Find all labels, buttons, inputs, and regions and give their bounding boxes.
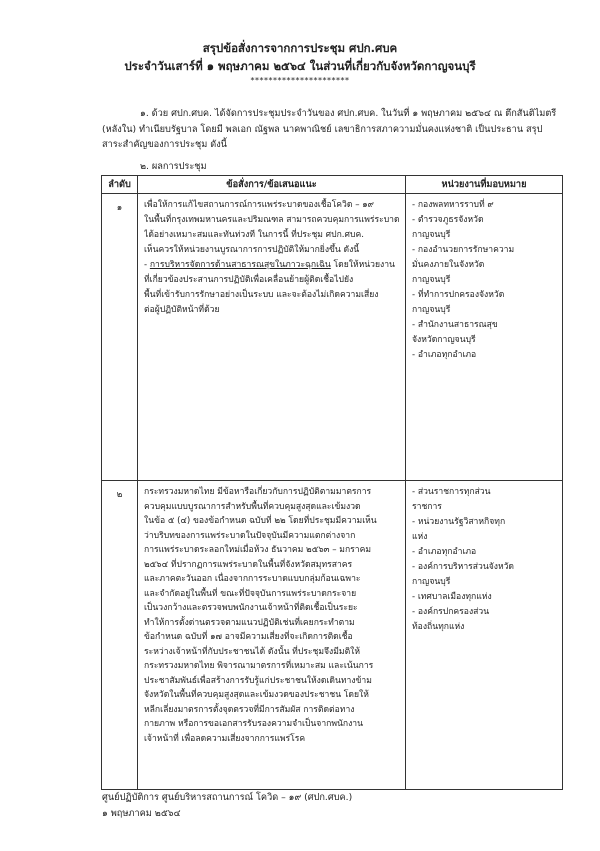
order-text xyxy=(138,194,406,481)
order-line: กระทรวงมหาดไทย มีข้อหารือเกี่ยวกับการปฏิบัติตามมาตรการ xyxy=(144,487,372,497)
title-separator: ********************** xyxy=(250,76,350,85)
agency-line: จังหวัดกาญจนบุรี xyxy=(412,335,476,345)
order-line: ประชาสัมพันธ์เพื่อสร้างการรับรู้แก่ประชาชนให้งดเดินทางข้าม xyxy=(144,675,372,686)
order-line: เป็นวงกว้างและตรวจพบพนักงานเจ้าหน้าที่ติดเชื้อเป็นระยะ xyxy=(144,603,358,613)
order-line: กายภาพ หรือการขอเอกสารรับรองความจำเป็นจากพนักงาน xyxy=(144,719,364,729)
row-number: ๒ xyxy=(102,481,138,790)
order-line: จังหวัดในพื้นที่ควบคุมสูงสุดและเข้มงวดของประชาชน โดยให้ xyxy=(144,690,369,700)
order-line: หลีกเลี่ยงมาตรการตั้งจุดตรวจที่มีการสัมผัส การติดต่อทาง xyxy=(144,704,355,715)
header-number: ลำดับ xyxy=(102,176,138,194)
order-line: เพื่อให้การแก้ไขสถานการณ์การแพร่ระบาดของเชื้อโควิด – ๑๙ xyxy=(144,200,374,210)
agency-list xyxy=(406,194,563,481)
agency-line: กาญจนบุรี xyxy=(412,305,451,315)
order-line: ๒๕๖๔ ที่ปรากฏการแพร่ระบาดในพื้นที่จังหวัดสมุทรสาคร xyxy=(144,559,353,570)
orders-table xyxy=(101,175,563,790)
agency-line: - อำเภอทุกอำเภอ xyxy=(412,547,477,557)
table-header-row xyxy=(102,176,563,194)
order-line: ควบคุมแบบบูรณาการสำหรับพื้นที่ควบคุมสูงสุดและเข้มงวด xyxy=(144,501,361,512)
agency-line: กาญจนบุรี xyxy=(412,230,451,240)
agency-line: แห่ง xyxy=(412,532,428,542)
order-line: ข้อกำหนด ฉบับที่ ๑๗ อาจมีความเสี่ยงที่จะเกิดการติดเชื้อ xyxy=(144,632,353,642)
footer-date: ๑ พฤษภาคม ๒๕๖๔ xyxy=(102,808,181,819)
order-line: ระหว่างเจ้าหน้าที่กับประชาชนได้ ดังนั้น ที่ประชุมจึงมีมติให้ xyxy=(144,646,361,657)
agency-list xyxy=(406,481,563,790)
header-agency: หน่วยงานที่มอบหมาย xyxy=(406,176,563,194)
order-line: ได้อย่างเหมาะสมและทันท่วงที ในการนี้ ที่ประชุม ศปก.ศบค. xyxy=(144,230,364,240)
header-order: ข้อสั่งการ/ข้อเสนอแนะ xyxy=(138,176,406,194)
order-line: และจำกัดอยู่ในพื้นที่ ขณะที่ปัจจุบันการแพร่ระบาดกระจาย xyxy=(144,588,357,599)
agency-line: - ตำรวจภูธรจังหวัด xyxy=(412,215,484,225)
agency-line: - กองอำนวยการรักษาความ xyxy=(412,245,515,255)
results-heading: ๒. ผลการประชุม xyxy=(140,161,207,172)
agency-line: - องค์กรปกครองส่วน xyxy=(412,607,490,617)
agency-line: - สำนักงานสาธารณสุข xyxy=(412,320,498,330)
order-line: ในข้อ ๕ (๔) ของข้อกำหนด ฉบับที่ ๒๒ โดยที่ประชุมมีความเห็น xyxy=(144,516,377,526)
order-line: ที่เกี่ยวข้องประสานการปฏิบัติเพื่อเคลื่อนย้ายผู้ติดเชื้อไปยัง xyxy=(144,275,354,285)
table-row xyxy=(102,194,563,481)
agency-line: - เทศบาลเมืองทุกแห่ง xyxy=(412,592,492,602)
order-line: ต่อผู้ปฏิบัติหน้าที่ด้วย xyxy=(144,305,220,315)
order-line: กระทรวงมหาดไทย พิจารณามาตรการที่เหมาะสม และเน้นการ xyxy=(144,661,374,671)
order-line: และภาคตะวันออก เนื่องจากการระบาดแบบกลุ่มก้อนเฉพาะ xyxy=(144,574,361,584)
agency-line: - หน่วยงานรัฐวิสาหกิจทุก xyxy=(412,517,506,527)
agency-line: - ส่วนราชการทุกส่วน xyxy=(412,487,491,497)
order-line: พื้นที่เข้ารับการรักษาอย่างเป็นระบบ และจะต้องไม่เกิดความเสี่ยง xyxy=(144,290,379,300)
agency-line: กาญจนบุรี xyxy=(412,275,451,285)
order-line: เจ้าหน้าที่ เพื่อลดความเสี่ยงจากการแพร่โรค xyxy=(144,733,306,744)
agency-line: - อำเภอทุกอำเภอ xyxy=(412,350,477,360)
order-line: ทำให้การตั้งด่านตรวจตามแนวปฏิบัติเช่นที่เคยกระทำตาม xyxy=(144,617,355,628)
row-number: ๑ xyxy=(102,194,138,481)
document-title: สรุปข้อสั่งการจากการประชุม ศปก.ศบค xyxy=(202,41,398,55)
footer-issuer: ศูนย์ปฏิบัติการ ศูนย์บริหารสถานการณ์ โควิด – ๑๙ (ศปก.ศบค.) xyxy=(102,792,353,803)
order-line: การแพร่ระบาดระลอกใหม่เมื่อห้วง ธันวาคม ๒๕๖๓ – มกราคม xyxy=(144,545,372,555)
intro-paragraph-text: ๑. ด้วย ศปก.ศบค. ได้จัดการประชุมประจำวันของ ศปก.ศบค. ในวันที่ ๑ พฤษภาคม ๒๕๖๔ ณ ตึกสันติไมตรี (หลังใน) ทำเนียบรัฐบาล โดยมี พลเอก ณัฐพล นาคพาณิชย์ เลขาธิการสภาความมั่นคงแห่งชาติ เป็นประธาน สรุปสาระสำคัญของการประชุม ดังนี้ xyxy=(102,108,557,150)
agency-line: ท้องถิ่นทุกแห่ง xyxy=(412,622,465,632)
table-row xyxy=(102,481,563,790)
document-subtitle: ประจำวันเสาร์ที่ ๑ พฤษภาคม ๒๕๖๔ ในส่วนที่เกี่ยวกับจังหวัดกาญจนบุรี xyxy=(124,59,476,73)
agency-line: กาญจนบุรี xyxy=(412,577,451,587)
order-line: เห็นควรให้หน่วยงานบูรณาการการปฏิบัติให้มากยิ่งขึ้น ดังนี้ xyxy=(144,245,360,255)
order-line: ว่าบริบทของการแพร่ระบาดในปัจจุบันมีความแตกต่างจาก xyxy=(144,530,356,541)
agency-line: - ที่ทำการปกครองจังหวัด xyxy=(412,290,505,300)
intro-paragraph xyxy=(102,106,562,153)
order-text xyxy=(138,481,406,790)
agency-line: มั่นคงภายในจังหวัด xyxy=(412,260,485,270)
underlined-phrase: การบริหารจัดการด้านสาธารณสุขในภาวะฉุกเฉิน xyxy=(149,260,331,270)
agency-line: - กองพลทหารราบที่ ๙ xyxy=(412,200,494,210)
agency-line: ราชการ xyxy=(412,502,442,512)
order-line-underlined: - การบริหารจัดการด้านสาธารณสุขในภาวะฉุกเฉิน โดยให้หน่วยงาน xyxy=(144,260,395,270)
order-line: ในพื้นที่กรุงเทพมหานครและปริมณฑล สามารถควบคุมการแพร่ระบาด xyxy=(144,215,400,225)
agency-line: - องค์การบริหารส่วนจังหวัด xyxy=(412,562,515,572)
